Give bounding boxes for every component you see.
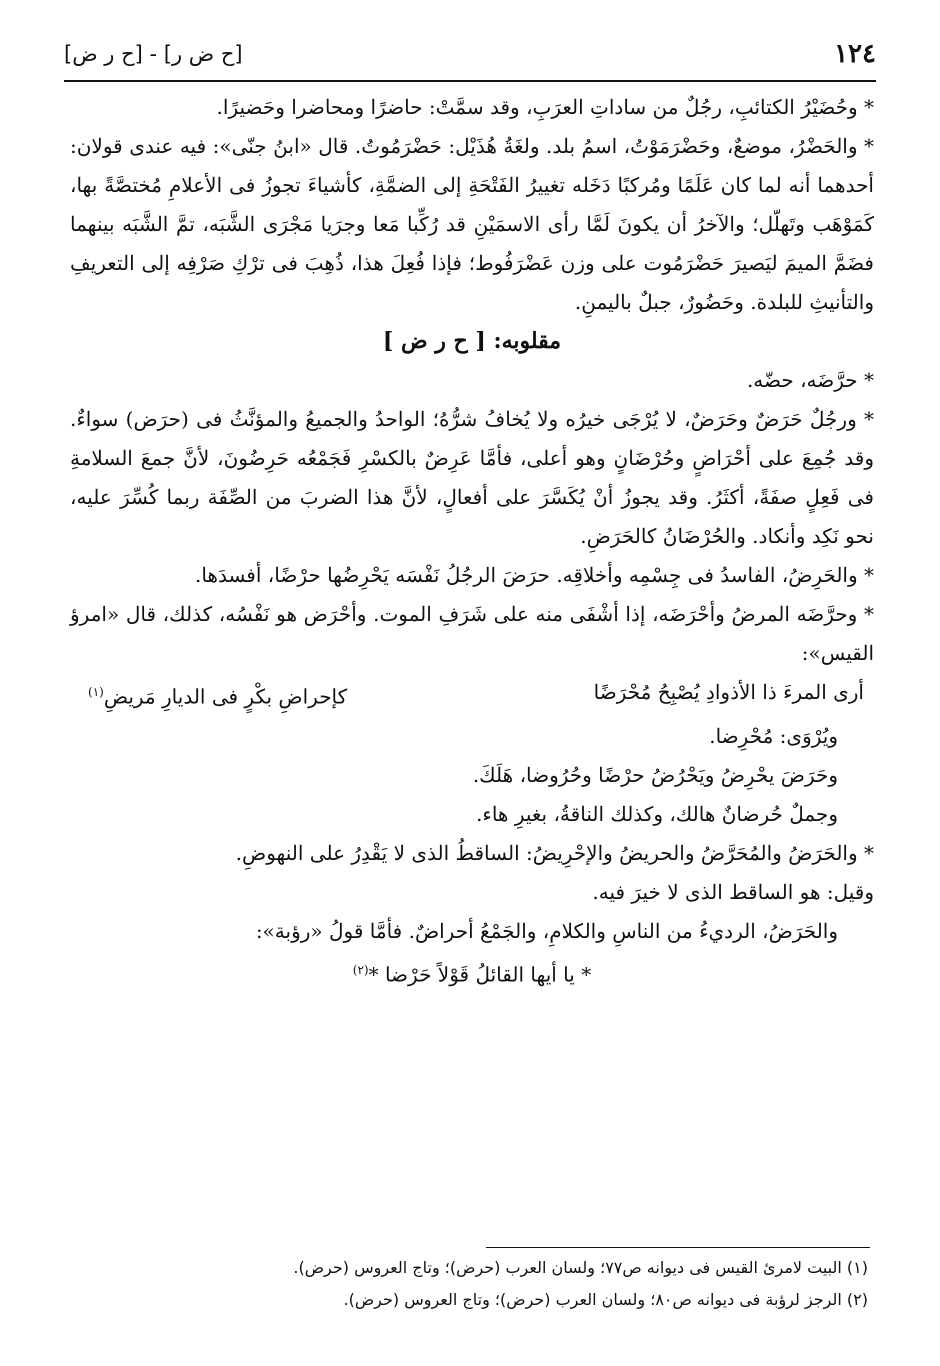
footnote-ref-2: (٢) [352,962,369,977]
line-jamal-hurdan: وجملٌ حُرضانٌ هالك، وكذلك الناقةُ، بغيرِ هاء. [476,801,838,826]
paragraph-hudair: * وحُضَيْرُ الكتائبِ، رجُلٌ من ساداتِ العرَبِ، وقد سمَّتْ: حاضرًا ومحاضرا وحَضيرًا. [216,95,874,119]
paragraph-haradh: * والحَرَضُ والمُحَرَّضُ والحريضُ والإحْرِيضُ: الساقطُ الذى لا يَقْدِرُ على النهوضِ. [235,840,874,865]
verse-imru-alqais [70,673,874,717]
verse-first-hemistich: أرى المرءَ ذا الأذوادِ يُصْبِحُ مُحْرَضًا [593,680,864,704]
paragraph-harid: * والحَرِضُ، الفاسدُ فى جِسْمِه وأخلاقِه. حرَضَ الرجُلُ نَفْسَه يَحْرِضُها حرْضًا، أفسدَها. [194,563,874,587]
line-radi: والحَرَضُ، الرديءُ من الناسِ والكلامِ، والجَمْعُ أحراضٌ. فأمَّا قولُ «رؤبة»: [255,918,838,943]
paragraph-rajul-harad: * ورجُلٌ حَرَضٌ وحَرَضٌ، لا يُرْجَى خيرُه ولا يُخافُ شرُّهُ؛ الواحدُ والجميعُ والمؤنَّثُ فى (حرَض) سواءٌ. وقد جُمِعَ على أحْرَاضٍ وحُرْضَانٍ وهو أعلى، فأمَّا عَرِضٌ بالكسْرِ فَجَمْعُه حَرِضُونَ، لأنَّ جمعَ السلامةِ فى فَعِلٍ صفَةً، أكثَرُ. وقد يجوزُ أنْ يُكَسَّرَ على أفعالٍ، لأنَّ هذا الضربَ من الصِّفَة ربما كُسِّرَ عليه، نحو نَكِد وأنكاد. والحُرْضَانُ كالحَرَضِ. [70,407,874,548]
line-harada-yahridu: وحَرَضَ يحْرِضُ ويَحْرُضُ حرْضًا وحُرُوضا، هَلَكَ. [472,762,838,787]
verse-ruba [70,951,874,995]
line-yurwa: ويُرْوَى: مُحْرِضا. [709,723,838,748]
line-qil: وقيل: هو الساقط الذى لا خيرَ فيه. [592,879,874,904]
verse-ruba-text: * يا أيها القائلُ قَوْلاً حَرْضا * [368,962,592,987]
main-text [70,88,874,994]
paragraph-ahrad: * وحرَّضَه المرضُ وأحْرَضَه، إذا أشْفَى منه على شَرَفِ الموت. وأحْرَض هو نَفْسُه، كذلك، قال «امرؤ القيس»: [70,602,874,665]
footnote-2: (٢) الرجز لرؤبة فى ديوانه ص٨٠؛ ولسان العرب (حرض)؛ وتاج العروس (حرض). [343,1290,868,1309]
verse-second-hemistich [88,673,347,717]
paragraph-hadramawt: * والحَضْرُ، موضعٌ، وحَضْرَمَوْتُ، اسمُ بلد. ولغَةُ هُذَيْل: حَضْرَمُوتُ. قال «ابنُ جنّى»: فيه عندى قولان: أحدهما أنه لما كان عَلَمًا ومُركبًا دَخَله تغييرُ الفَتْحَةِ إلى الضمَّةِ، كأشياءَ تجوزُ فى الأعلامِ مُختصَّةً بها، كَمَوْهَب وتَهلّل؛ والآخرُ أن يكونَ لَمَّا رأى الاسمَيْنِ قد رُكِّبا مَعا وجرَيا مَجْرَى الشَّبَه، تمَّ الشَّبَه بينهما فضَمَّ الميمَ ليَصيرَ حَضْرَمُوت على وزن عَضْرَفُوط؛ فإذا فُعِلَ هذا، ذُهِبَ فى ترْكِ صَرْفِه إلى التعريفِ والتأنيثِ للبلدة. وحَضُورٌ، جبلٌ باليمنِ. [70,134,874,314]
header-rule [64,80,876,82]
footnote-ref-1: (١) [88,685,104,699]
page-header [64,34,876,74]
page-number: ١٢٤ [834,39,876,69]
section-heading: مقلوبه: [ ح ر ض ] [382,328,562,354]
root-label: [ح ض ر] - [ح ر ض] [64,42,243,66]
paragraph-harradahu: * حرَّضَه، حضّه. [746,368,874,392]
footnote-rule [486,1247,870,1248]
footnote-1: (١) البيت لامرئ القيس فى ديوانه ص٧٧؛ ولسان العرب (حرض)؛ وتاج العروس (حرض). [293,1258,868,1277]
verse-second-text: كإحراضِ بكْرٍ فى الديارِ مَريضِ [103,684,348,709]
footnotes [66,1252,868,1316]
